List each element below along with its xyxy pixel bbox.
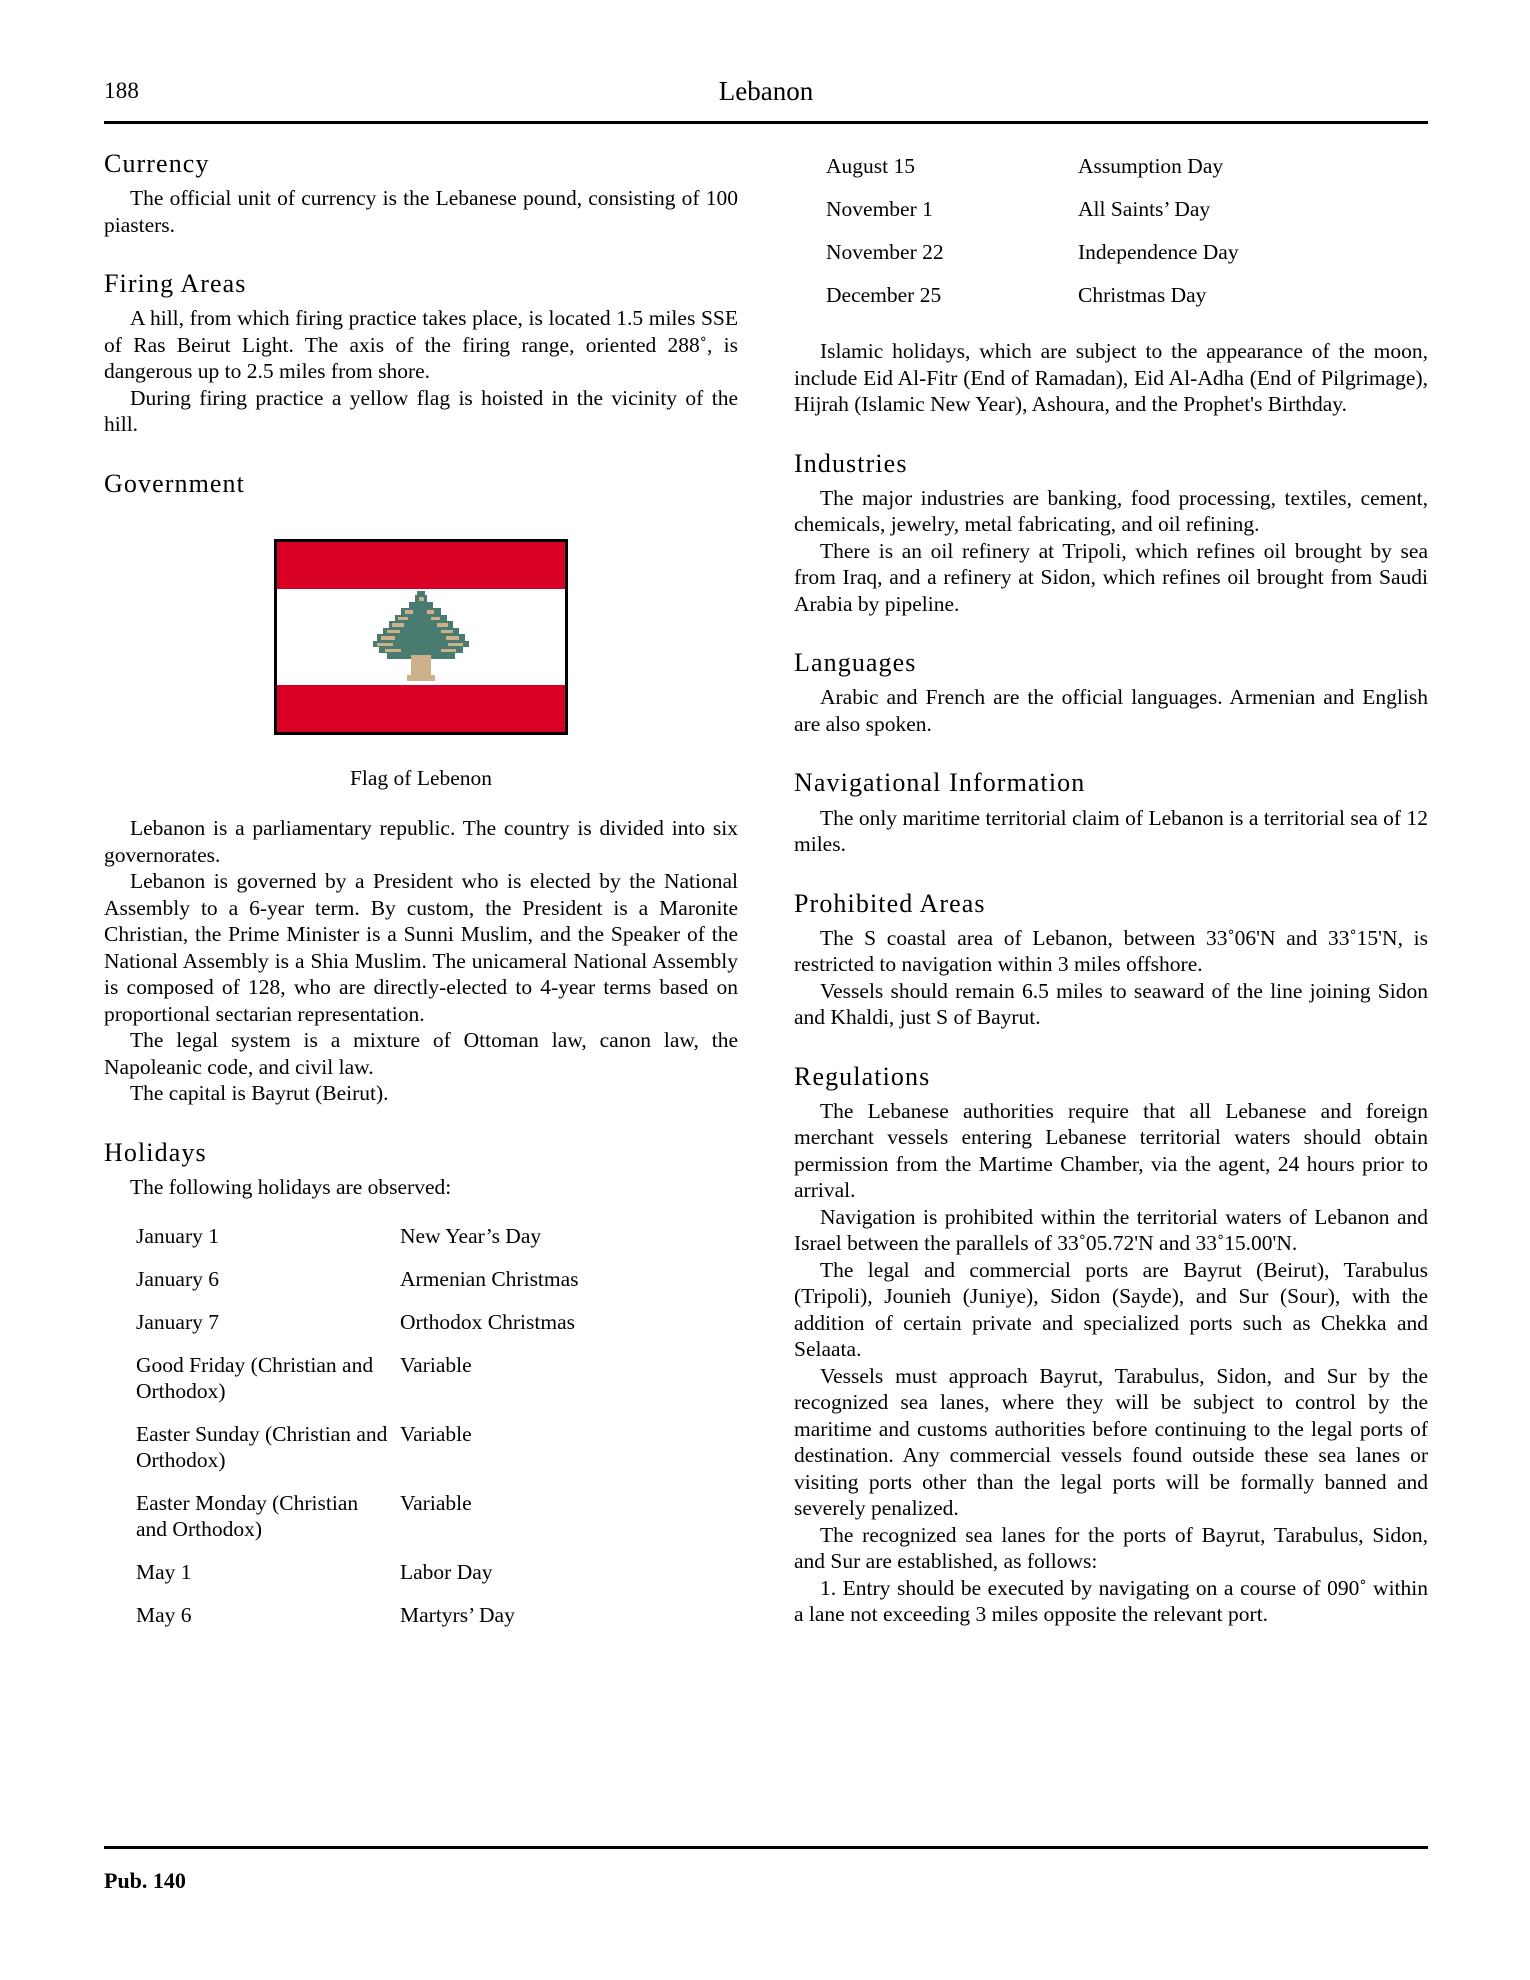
section-heading-navigational-information: Navigational Information: [794, 768, 1086, 798]
right-column: [794, 148, 1428, 1628]
paragraph-regulations-2: Navigation is prohibited within the territorial waters of Lebanon and Israel between the parallels of 33˚05.72'N and 33˚15.00'N.: [794, 1204, 1428, 1256]
holiday-date: January 6: [136, 1267, 219, 1292]
section-heading-holidays: Holidays: [104, 1137, 207, 1167]
holiday-date: Easter Monday (Christian and Orthodox): [136, 1491, 359, 1542]
table-row: [136, 1597, 696, 1640]
holiday-date: Easter Sunday (Christian and Orthodox): [136, 1422, 388, 1473]
paragraph-firing-1: A hill, from which firing practice takes place, is located 1.5 miles SSE of Ras Beirut Light. The axis of the firing range, oriented 288˚, is dangerous up to 2.5 miles from shore.: [104, 306, 738, 384]
paragraph-regulations-6: 1. Entry should be executed by navigating on a course of 090˚ within a lane not exceeding 3 miles opposite the relevant port.: [794, 1575, 1428, 1627]
holiday-date: May 1: [136, 1560, 192, 1585]
flag-band-top: [277, 542, 565, 589]
paragraph-government-1: Lebanon is a parliamentary republic. The country is divided into six governorates.: [104, 816, 738, 867]
section-heading-regulations: Regulations: [794, 1061, 931, 1091]
table-row: [136, 1554, 696, 1597]
holiday-name: Assumption Day: [1078, 154, 1224, 178]
table-row: [136, 1261, 696, 1304]
paragraph-regulations-3: The legal and commercial ports are Bayrut (Beirut), Tarabulus (Tripoli), Jounieh (Juniye), Sidon (Sayde), and Sur (Sour), with the addition of certain private and specialized ports such as Chekka and Selaata.: [794, 1257, 1428, 1362]
figure-caption: Flag of Lebenon: [349, 766, 493, 791]
left-column: [104, 148, 738, 1640]
paragraph-government-4: The capital is Bayrut (Beirut).: [130, 1081, 389, 1106]
holiday-date: January 1: [136, 1224, 219, 1249]
table-row: [136, 1218, 696, 1261]
holiday-name: Orthodox Christmas: [400, 1310, 575, 1335]
paragraph-firing-2: During firing practice a yellow flag is hoisted in the vicinity of the hill.: [104, 385, 738, 437]
flag-band-bottom: [277, 685, 565, 732]
holiday-name: Variable: [400, 1422, 472, 1447]
table-row: [826, 234, 1386, 277]
table-row: [136, 1485, 696, 1554]
holiday-name: Martyrs’ Day: [400, 1603, 515, 1628]
holiday-name: Independence Day: [1078, 240, 1239, 264]
holiday-date: November 1: [826, 197, 933, 221]
publication-number: Pub. 140: [104, 1868, 186, 1893]
holiday-date: August 15: [826, 154, 915, 178]
paragraph-currency-1: The official unit of currency is the Lebanese pound, consisting of 100 piasters.: [104, 186, 738, 237]
section-heading-industries: Industries: [794, 448, 908, 478]
footer-rule: [104, 1846, 1428, 1849]
paragraph-languages-1: Arabic and French are the official languages. Armenian and English are also spoken.: [794, 685, 1428, 736]
holiday-name: Labor Day: [400, 1560, 493, 1585]
holiday-name: Variable: [400, 1491, 472, 1516]
paragraph-regulations-5: The recognized sea lanes for the ports of Bayrut, Tarabulus, Sidon, and Sur are established, as follows:: [794, 1522, 1428, 1574]
holiday-date: November 22: [826, 240, 944, 264]
section-heading-government: Government: [104, 468, 245, 498]
table-row: [136, 1416, 696, 1485]
table-row: [826, 191, 1386, 234]
paragraph-regulations-4: Vessels must approach Bayrut, Tarabulus, Sidon, and Sur by the recognized sea lanes, where they will be subject to control by the maritime and customs authorities before continuing to the legal ports of destination. Any commercial vessels found outside these sea lanes or visiting ports other than the legal ports will be formally banned and severely penalized.: [794, 1363, 1428, 1521]
table-row: [826, 148, 1386, 191]
holidays-table-left: [136, 1218, 696, 1640]
paragraph-prohibited-2: Vessels should remain 6.5 miles to seaward of the line joining Sidon and Khaldi, just S of Bayrut.: [794, 978, 1428, 1030]
header-rule: [104, 121, 1428, 124]
holiday-name: Armenian Christmas: [400, 1267, 579, 1292]
paragraph-government-3: The legal system is a mixture of Ottoman law, canon law, the Napoleanic code, and civil law.: [104, 1028, 738, 1079]
paragraph-navigational-1: The only maritime territorial claim of Lebanon is a territorial sea of 12 miles.: [794, 805, 1428, 857]
section-heading-firing-areas: Firing Areas: [104, 269, 247, 299]
holiday-name: Variable: [400, 1353, 472, 1378]
paragraph-industries-2: There is an oil refinery at Tripoli, which refines oil brought by sea from Iraq, and a refinery at Sidon, which refines oil brought from Saudi Arabia by pipeline.: [794, 538, 1428, 616]
holiday-date: December 25: [826, 283, 942, 307]
flag-figure: [104, 539, 738, 791]
section-heading-currency: Currency: [104, 149, 210, 178]
holiday-name: New Year’s Day: [400, 1224, 542, 1249]
flag-of-lebanon-image: [274, 539, 568, 735]
paragraph-government-2: Lebanon is governed by a President who is elected by the National Assembly to a 6-year term. By custom, the President is a Maronite Christian, the Prime Minister is a Sunni Muslim, and the Speaker of the National Assembly is a Shia Muslim. The unicameral National Assembly is composed of 128, who are directly-elected to 4-year terms based on proportional sectarian representation.: [104, 869, 738, 1026]
cedar-tree-icon: [371, 591, 471, 683]
paragraph-holidays-intro: The following holidays are observed:: [130, 1174, 452, 1199]
section-heading-languages: Languages: [794, 648, 917, 678]
running-head: [104, 78, 1428, 118]
running-title: Lebanon: [718, 76, 814, 106]
paragraph-regulations-1: The Lebanese authorities require that all Lebanese and foreign merchant vessels entering Lebanese territorial waters should obtain permission from the Martime Chamber, via the agent, 24 hours prior to arrival.: [794, 1098, 1428, 1203]
paragraph-industries-1: The major industries are banking, food processing, textiles, cement, chemicals, jewelry, metal fabricating, and oil refining.: [794, 485, 1428, 537]
holiday-name: All Saints’ Day: [1078, 197, 1211, 221]
holiday-date: May 6: [136, 1603, 192, 1628]
table-row: [136, 1304, 696, 1347]
holiday-date: Good Friday (Christian and Orthodox): [136, 1353, 374, 1404]
holiday-date: January 7: [136, 1310, 219, 1335]
table-row: [826, 277, 1386, 320]
section-heading-prohibited-areas: Prohibited Areas: [794, 888, 986, 918]
holiday-name: Christmas Day: [1078, 283, 1207, 307]
table-row: [136, 1347, 696, 1416]
paragraph-prohibited-1: The S coastal area of Lebanon, between 33˚06'N and 33˚15'N, is restricted to navigation within 3 miles offshore.: [794, 925, 1428, 977]
paragraph-islamic-holidays: Islamic holidays, which are subject to the appearance of the moon, include Eid Al-Fitr (End of Ramadan), Eid Al-Adha (End of Pilgrimage), Hijrah (Islamic New Year), Ashoura, and the Prophet's Birthday.: [794, 339, 1428, 416]
page-number: 188: [104, 78, 140, 103]
holidays-table-right: [826, 148, 1386, 320]
